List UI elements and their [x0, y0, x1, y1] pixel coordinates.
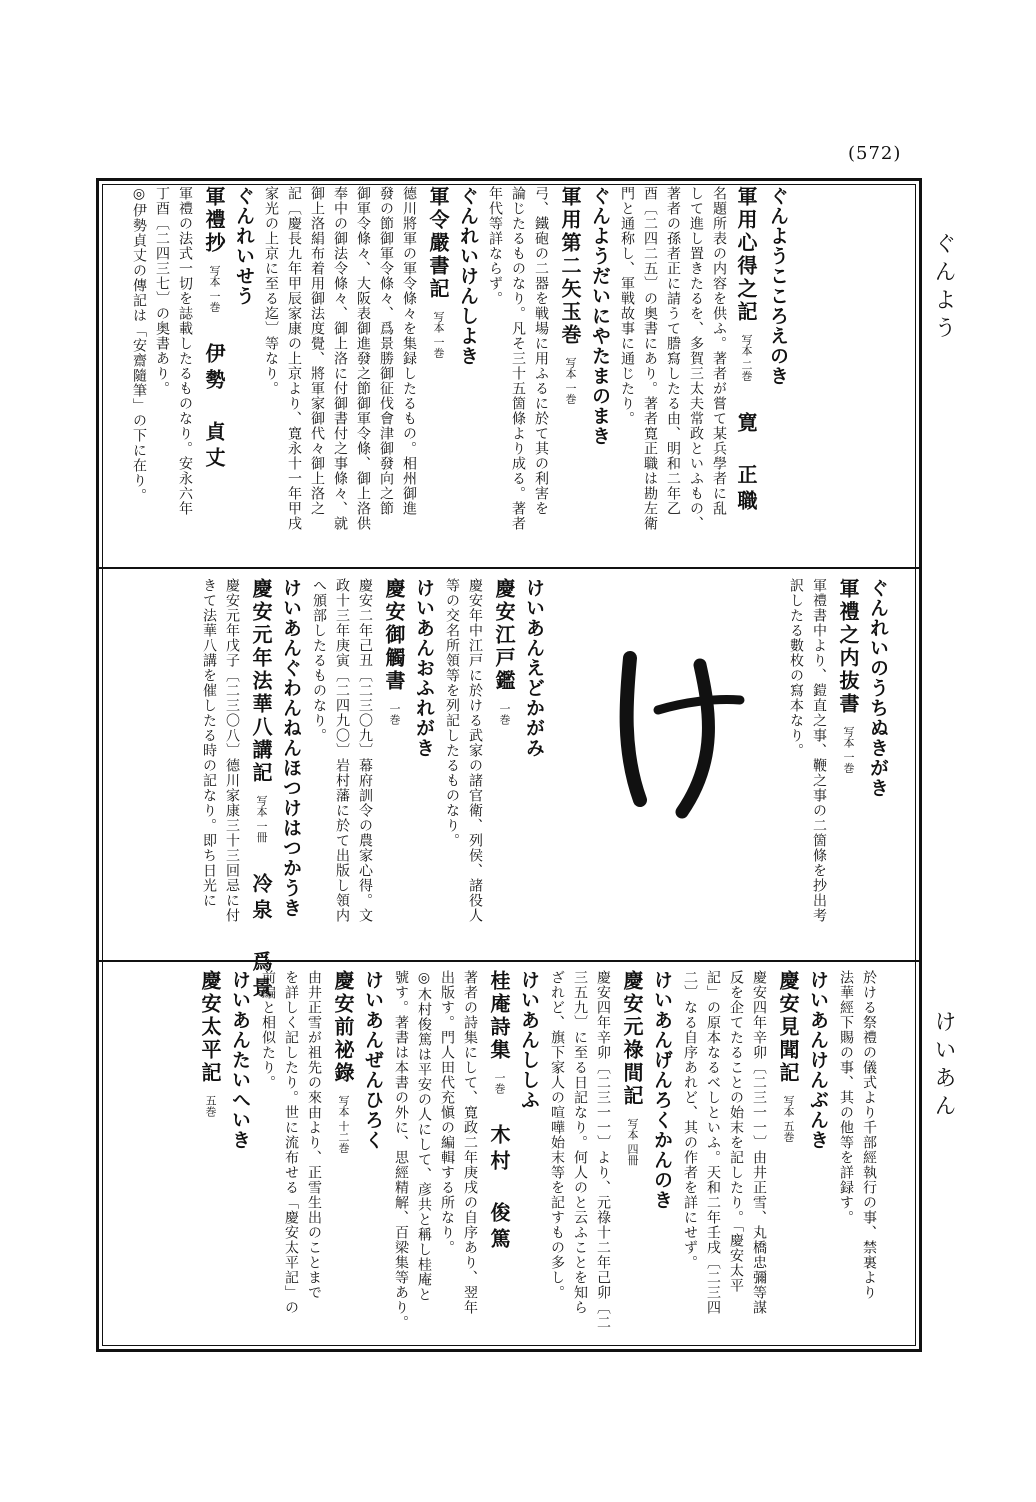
entry-description-line: 慶安年中江戸に於ける武家の諸官衛、列侯、諸役人: [467, 578, 483, 923]
entry-title-text: 軍禮抄: [202, 186, 226, 255]
entry-reading: ぐんれいけんしよき: [457, 186, 479, 366]
entry-reading: ぐんようこころえのき: [767, 186, 789, 386]
entry-title: [333, 970, 353, 1154]
entry-description-line: 記」の原本なるべしといふ。天和二年壬戌〔二三四: [705, 970, 721, 1315]
entry-title: [838, 578, 858, 774]
entry-title-text: 軍禮之内抜書: [836, 578, 860, 716]
entry-description-line: 酉〔二四二五〕の奥書にあり。著者寛正職は勘左衛: [642, 186, 658, 531]
entry-title-text: 桂庵詩集: [487, 970, 511, 1062]
entry-volume: 写本 五巻: [782, 1095, 795, 1143]
entry-reading: けいあんぜんひろく: [362, 970, 384, 1150]
entry-title: [200, 970, 220, 1117]
entry-volume: 写本 一巻: [842, 726, 855, 774]
entry-volume: 写本 一巻: [432, 311, 445, 359]
entry-description-line: 慶安二年己丑〔二三〇九〕幕府訓令の農家心得。文: [357, 578, 373, 923]
entry-description-line: 慶安四年辛卯〔二三一一〕より、元祿十二年己卯〔二: [595, 970, 611, 1330]
entry-description-line: 出版す。門人田代充愼の編輯する所なり。: [439, 970, 455, 1255]
entry-description-line: 御軍令條々、大阪表御進發之節御軍令條、御上洛供: [355, 186, 371, 531]
entry-title-text: 慶安江戸鑑: [492, 578, 516, 693]
entry-description-line: 二〕なる自序あれど、其の作者を詳にせず。: [682, 970, 698, 1270]
entry-volume: 一巻: [498, 703, 511, 725]
entry-title-text: 軍令嚴書記: [426, 186, 450, 301]
entry-description-line: 年代等詳ならず。: [487, 186, 503, 306]
entry-reading: けいあんえどかがみ: [523, 578, 545, 758]
entry-volume: 写本 四冊: [626, 1118, 639, 1166]
entry-reading: ぐんれいせう: [233, 186, 255, 306]
entry-title: [622, 970, 642, 1166]
entry-reading: けいあんおふれがき: [413, 578, 435, 758]
entry-description-line: 記〔慶長九年甲辰家康の上京より、寛永十一年甲戌: [286, 186, 302, 531]
entry-description-line: へ頒部したるものなり。: [311, 578, 327, 743]
entry-description-line: 等の交名所領等を列記したるものなり。: [444, 578, 460, 848]
entry-title: [778, 970, 798, 1143]
entry-reading: けいあんげんろくかんのき: [651, 970, 673, 1210]
entry-title-text: 軍用第二矢玉巻: [558, 186, 582, 347]
entry-description-line: ◎伊勢貞丈の傳記は「安齋隨筆」の下に在り。: [131, 186, 147, 503]
entry-description-line: 由井正雪が祖先の來由より、正雪生出のことまで: [306, 970, 322, 1300]
entry-author: 冷泉 爲景: [249, 872, 273, 1003]
entry-title-text: 軍用心得之記: [734, 186, 758, 324]
entry-description-line: を詳しく記したり。世に流布せる「慶安太平記」の: [283, 970, 299, 1315]
entry-title: [494, 578, 514, 725]
page-number: (572): [848, 143, 902, 164]
entry-title-text: 慶安元祿間記: [620, 970, 644, 1108]
entry-reading: ぐんようだいにやたまのまき: [589, 186, 611, 446]
entry-volume: 写本 一巻: [208, 265, 221, 313]
entry-description-line: 號す。著書は本書の外に、思經精解、百梁集等あり。: [393, 970, 409, 1330]
band-divider-top: [99, 567, 919, 569]
entry-description-line: 反を企てたることの始末を記したり。「慶安太平: [728, 970, 744, 1293]
entry-description-line: 門と通称し、軍戦故事に通じたり。: [619, 186, 635, 426]
entry-volume: 五巻: [204, 1095, 217, 1117]
entry-description-line: 奉中の御法令條々、御上洛に付御書付之事條々、就: [332, 186, 348, 531]
entry-reading: けいあんししふ: [518, 970, 540, 1110]
entry-volume: 写本 二巻: [740, 334, 753, 382]
entry-volume: 写本 一巻: [564, 357, 577, 405]
entry-description-line: 名題所表の内容を供ふ。著者が嘗て某兵學者に乱: [711, 186, 727, 516]
entry-description-line: 發の節御軍令條々、爲景勝御征伐會津御發向之節: [378, 186, 394, 516]
entry-title-text: 慶安見聞記: [776, 970, 800, 1085]
entry-author: 木村 俊篤: [487, 1124, 511, 1254]
entry-volume: 一巻: [388, 703, 401, 725]
entry-description-line: 軍禮の法式一切を誌載したるものなり。安永六年: [177, 186, 193, 516]
entry-description-line: ◎木村俊篤は平安の人にして、彦共と稱し桂庵と: [416, 970, 432, 1302]
band-top: [108, 186, 914, 564]
entry-description-line: 軍禮書中より、鎧直之事、鞭之事の二箇條を抄出考: [811, 578, 827, 923]
entry-reading: けいあんけんぶんき: [807, 970, 829, 1150]
entry-description-line: 法華經下賜の事、其の他等を詳録す。: [838, 970, 854, 1225]
entry-author: 伊勢 貞丈: [202, 342, 226, 473]
entry-reading: けいあんたいへいき: [229, 970, 251, 1150]
entry-title: [560, 186, 580, 405]
band-divider-bottom: [99, 960, 919, 962]
entry-reading: けいあんぐわんねんほつけはつかうき: [280, 578, 302, 918]
entry-title-text: 慶安前祕錄: [331, 970, 355, 1085]
entry-volume: 写本 一冊: [255, 795, 268, 843]
entry-description-line: 著者の詩集にして、寛政二年庚戌の自序あり、翌年: [462, 970, 478, 1315]
entry-author: 寛 正職: [734, 411, 758, 516]
section-char: け: [675, 815, 676, 816]
entry-description-line: 三五九〕に至る日記なり。何人のと云ふことを知ら: [572, 970, 588, 1315]
entry-volume: 写本 十二巻: [337, 1095, 350, 1154]
entry-title: [428, 186, 448, 359]
entry-description-line: 德川將軍の軍令條々を集録したるもの。相州御進: [401, 186, 417, 516]
entry-description-line: 御上洛絹布着用御法度覺、將軍家御代々御上洛之: [309, 186, 325, 516]
entry-description-line: 於ける祭禮の儀式より千部經執行の事、禁裏より: [861, 970, 877, 1300]
entry-description-line: 著者の孫者正に請うて謄寫したる由、明和二年乙: [665, 186, 681, 516]
entry-description-line: 訳したる數枚の寫本なり。: [788, 578, 804, 758]
entry-description-line: きて法華八講を催したる時の記なり。即ち日光に: [201, 578, 217, 908]
entry-title: [736, 186, 756, 516]
entry-description-line: 政十三年庚寅〔二四九〇〕岩村藩に於て出版し領内: [334, 578, 350, 923]
entry-reading: ぐんれいのうちぬきがき: [867, 578, 889, 798]
band-middle: [108, 578, 914, 1003]
entry-title-text: 慶安元年法華八講記: [249, 578, 273, 785]
entry-title: [384, 578, 404, 725]
entry-description-line: 弓、鐵砲の二器を戦場に用ふるに於て其の利害を: [533, 186, 549, 516]
entry-description-line: して進し置きたるを、多賀三太夫常政といふもの、: [688, 186, 704, 531]
entry-description-line: ざれど、旗下家人の喧嘩始末等を記すもの多し。: [549, 970, 565, 1300]
entry-description-line: 丁酉〔二四三七〕の奥書あり。: [154, 186, 170, 396]
entry-description-line: 慶安元年戊子〔二三〇八〕德川家康三十三回忌に付: [224, 578, 240, 923]
entry-description-line: 論じたるものなり。凡そ三十五箇條より成る。著者: [510, 186, 526, 531]
running-header-right: ぐんよう: [931, 232, 956, 344]
entry-title: [204, 186, 224, 473]
running-header-left: けいあん: [931, 1010, 956, 1122]
entry-title-text: 慶安太平記: [198, 970, 222, 1085]
entry-title-text: 慶安御觸書: [382, 578, 406, 693]
entry-title: [251, 578, 271, 1003]
entry-volume: 一巻: [493, 1072, 506, 1094]
entry-title: [489, 970, 509, 1254]
band-bottom: [108, 970, 914, 1340]
entry-description-line: 慶安四年辛卯〔二三一一〕由井正雪、丸橋忠彌等謀: [751, 970, 767, 1315]
entry-description-line: 前編と相似たり。: [260, 970, 276, 1090]
entry-description-line: 家光の上京に至る迄〕等なり。: [263, 186, 279, 396]
